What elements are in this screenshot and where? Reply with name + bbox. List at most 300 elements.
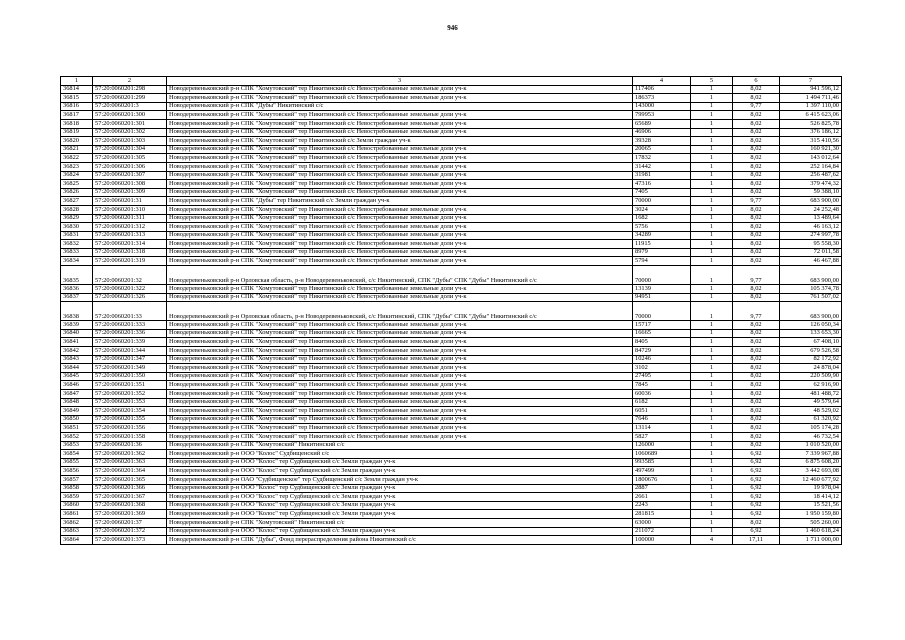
count-cell: 1 xyxy=(691,518,733,527)
location-description-cell: Новодеревеньковский р-н СПК "Хомутовский" тер Никитинский с/с Невостребованные земельные доли уч-к xyxy=(167,85,633,94)
area-cell: 11915 xyxy=(633,240,691,249)
cadastral-number-cell: 57:20:0060201:368 xyxy=(93,501,167,510)
row-number-cell: 36830 xyxy=(61,223,93,232)
table-row xyxy=(61,321,842,330)
count-cell: 1 xyxy=(691,484,733,493)
cadastral-value-cell: 220 509,90 xyxy=(780,372,842,381)
cadastral-value-cell: 256 487,62 xyxy=(780,171,842,180)
count-cell: 1 xyxy=(691,214,733,223)
count-cell: 1 xyxy=(691,510,733,519)
area-cell: 5794 xyxy=(633,257,691,266)
location-description-cell: Новодеревеньковский р-н ООО "Колос" тер Судбищенский с/с Земли граждан уч-к xyxy=(167,510,633,519)
rate-cell: 8,02 xyxy=(733,145,780,154)
area-cell: 7405 xyxy=(633,188,691,197)
location-description-cell: Новодеревеньковский р-н СПК "Хомутовский" тер Никитинский с/с Невостребованные земельные доли уч-к xyxy=(167,372,633,381)
rate-cell: 8,02 xyxy=(733,518,780,527)
table-row xyxy=(61,338,842,347)
cadastral-number-cell: 57:20:0060201:369 xyxy=(93,510,167,519)
area-cell: 34289 xyxy=(633,231,691,240)
rate-cell: 8,02 xyxy=(733,347,780,356)
count-cell: 1 xyxy=(691,501,733,510)
cadastral-number-cell: 57:20:0060201:300 xyxy=(93,111,167,120)
cadastral-value-cell: 72 011,58 xyxy=(780,248,842,257)
area-cell: 993585 xyxy=(633,458,691,467)
count-cell: 1 xyxy=(691,102,733,111)
location-description-cell: Новодеревеньковский р-н СПК "Хомутовский" тер Никитинский с/с Невостребованные земельные доли уч-к xyxy=(167,205,633,214)
table-row xyxy=(61,347,842,356)
rate-cell: 9,77 xyxy=(733,197,780,206)
table-row xyxy=(61,302,842,321)
table-row xyxy=(61,248,842,257)
cadastral-value-cell: 46 163,12 xyxy=(780,223,842,232)
count-cell: 1 xyxy=(691,197,733,206)
rate-cell: 8,02 xyxy=(733,162,780,171)
cadastral-value-cell: 143 012,64 xyxy=(780,154,842,163)
count-cell: 1 xyxy=(691,493,733,502)
table-row xyxy=(61,197,842,206)
land-register-table xyxy=(60,76,842,545)
cadastral-value-cell: 46 732,54 xyxy=(780,432,842,441)
row-number-cell: 36859 xyxy=(61,493,93,502)
table-row xyxy=(61,518,842,527)
area-cell: 8405 xyxy=(633,338,691,347)
location-description-cell: Новодеревеньковский р-н СПК "Хомутовский" Никитинский с/с xyxy=(167,441,633,450)
location-description-cell: Новодеревеньковский р-н СПК "Хомутовский" тер Никитинский с/с Невостребованные земельные доли уч-к xyxy=(167,321,633,330)
rate-cell: 8,02 xyxy=(733,137,780,146)
rate-cell: 8,02 xyxy=(733,432,780,441)
rate-cell: 6,92 xyxy=(733,484,780,493)
location-description-cell: Новодеревеньковский р-н СПК "Хомутовский" тер Никитинский с/с Невостребованные земельные доли уч-к xyxy=(167,119,633,128)
location-description-cell: Новодеревеньковский р-н СПК "Хомутовский" тер Никитинский с/с Невостребованные земельные доли уч-к xyxy=(167,364,633,373)
cadastral-value-cell: 1 494 711,46 xyxy=(780,94,842,103)
cadastral-value-cell: 526 825,78 xyxy=(780,119,842,128)
row-number-cell: 36848 xyxy=(61,398,93,407)
table-row xyxy=(61,467,842,476)
rate-cell: 8,02 xyxy=(733,205,780,214)
table-row xyxy=(61,205,842,214)
area-cell: 186373 xyxy=(633,94,691,103)
rate-cell: 8,02 xyxy=(733,372,780,381)
row-number-cell: 36835 xyxy=(61,266,93,285)
table-row xyxy=(61,329,842,338)
row-number-cell: 36819 xyxy=(61,128,93,137)
cadastral-number-cell: 57:20:0060201:314 xyxy=(93,240,167,249)
cadastral-number-cell: 57:20:0060201:298 xyxy=(93,85,167,94)
rate-cell: 8,02 xyxy=(733,85,780,94)
area-cell: 2887 xyxy=(633,484,691,493)
cadastral-value-cell: 315 410,56 xyxy=(780,137,842,146)
cadastral-value-cell: 683 900,00 xyxy=(780,302,842,321)
count-cell: 1 xyxy=(691,338,733,347)
location-description-cell: Новодеревеньковский р-н СПК "Хомутовский" тер Никитинский с/с Невостребованные земельные доли уч-к xyxy=(167,248,633,257)
area-cell: 31442 xyxy=(633,162,691,171)
rate-cell: 8,02 xyxy=(733,248,780,257)
row-number-cell: 36861 xyxy=(61,510,93,519)
cadastral-number-cell: 57:20:0060201:303 xyxy=(93,137,167,146)
area-cell: 1682 xyxy=(633,214,691,223)
area-cell: 94951 xyxy=(633,293,691,302)
cadastral-value-cell: 82 172,92 xyxy=(780,355,842,364)
area-cell: 5756 xyxy=(633,223,691,232)
location-description-cell: Новодеревеньковский р-н ООО "Колос" Судбищенский с/с xyxy=(167,450,633,459)
column-header: 5 xyxy=(691,77,733,86)
cadastral-number-cell: 57:20:0060201:352 xyxy=(93,390,167,399)
cadastral-number-cell: 57:20:0060201:350 xyxy=(93,372,167,381)
row-number-cell: 36820 xyxy=(61,137,93,146)
cadastral-value-cell: 46 467,88 xyxy=(780,257,842,266)
table-row xyxy=(61,432,842,441)
rate-cell: 8,02 xyxy=(733,128,780,137)
cadastral-number-cell: 57:20:0060201:353 xyxy=(93,398,167,407)
location-description-cell: Новодеревеньковский р-н ООО "Колос" тер Судбищенский с/с Земли граждан уч-к xyxy=(167,467,633,476)
cadastral-value-cell: 13 489,64 xyxy=(780,214,842,223)
location-description-cell: Новодеревеньковский р-н СПК "Хомутовский" тер Никитинский с/с Невостребованные земельные доли уч-к xyxy=(167,432,633,441)
cadastral-number-cell: 57:20:0060201:351 xyxy=(93,381,167,390)
table-row xyxy=(61,85,842,94)
cadastral-value-cell: 376 186,12 xyxy=(780,128,842,137)
row-number-cell: 36863 xyxy=(61,527,93,536)
location-description-cell: Новодеревеньковский р-н СПК "Дубы" Никитинский с/с xyxy=(167,102,633,111)
location-description-cell: Новодеревеньковский р-н Орловская область, р-н Новодеревеньковский, с/с Никитинский, СПК "Дубы" СПК "Дубы" Никитинский с/с xyxy=(167,266,633,285)
row-number-cell: 36832 xyxy=(61,240,93,249)
location-description-cell: Новодеревеньковский р-н СПК "Хомутовский" тер Никитинский с/с Невостребованные земельные доли уч-к xyxy=(167,128,633,137)
count-cell: 1 xyxy=(691,85,733,94)
location-description-cell: Новодеревеньковский р-н ООО "Колос" тер Судбищенский с/с Земли граждан уч-к xyxy=(167,527,633,536)
rate-cell: 6,92 xyxy=(733,458,780,467)
rate-cell: 8,02 xyxy=(733,94,780,103)
count-cell: 1 xyxy=(691,205,733,214)
area-cell: 6182 xyxy=(633,398,691,407)
cadastral-value-cell: 379 474,32 xyxy=(780,180,842,189)
count-cell: 1 xyxy=(691,424,733,433)
row-number-cell: 36826 xyxy=(61,188,93,197)
count-cell: 1 xyxy=(691,111,733,120)
cadastral-number-cell: 57:20:0060201:363 xyxy=(93,458,167,467)
count-cell: 1 xyxy=(691,128,733,137)
location-description-cell: Новодеревеньковский р-н ООО "Колос" тер Судбищенский с/с Земли граждан уч-к xyxy=(167,458,633,467)
cadastral-value-cell: 105 174,28 xyxy=(780,424,842,433)
rate-cell: 8,02 xyxy=(733,355,780,364)
rate-cell: 8,02 xyxy=(733,285,780,294)
rate-cell: 8,02 xyxy=(733,390,780,399)
cadastral-value-cell: 6 415 623,06 xyxy=(780,111,842,120)
table-row xyxy=(61,536,842,545)
row-number-cell: 36839 xyxy=(61,321,93,330)
cadastral-number-cell: 57:20:0060201:312 xyxy=(93,223,167,232)
rate-cell: 6,92 xyxy=(733,510,780,519)
rate-cell: 8,02 xyxy=(733,338,780,347)
cadastral-value-cell: 505 260,00 xyxy=(780,518,842,527)
location-description-cell: Новодеревеньковский р-н СПК "Хомутовский" тер Никитинский с/с Невостребованные земельные доли уч-к xyxy=(167,347,633,356)
row-number-cell: 36838 xyxy=(61,302,93,321)
location-description-cell: Новодеревеньковский р-н ООО "Колос" тер Судбищенский с/с Земли граждан уч-к xyxy=(167,501,633,510)
cadastral-number-cell: 57:20:0060201:364 xyxy=(93,467,167,476)
cadastral-number-cell: 57:20:0060201:372 xyxy=(93,527,167,536)
cadastral-value-cell: 941 596,12 xyxy=(780,85,842,94)
row-number-cell: 36846 xyxy=(61,381,93,390)
column-header: 6 xyxy=(733,77,780,86)
count-cell: 1 xyxy=(691,162,733,171)
area-cell: 143000 xyxy=(633,102,691,111)
count-cell: 1 xyxy=(691,119,733,128)
rate-cell: 8,02 xyxy=(733,364,780,373)
area-cell: 281815 xyxy=(633,510,691,519)
cadastral-number-cell: 57:20:0060201:356 xyxy=(93,424,167,433)
area-cell: 100000 xyxy=(633,536,691,545)
table-row xyxy=(61,293,842,302)
row-number-cell: 36829 xyxy=(61,214,93,223)
location-description-cell: Новодеревеньковский р-н СПК "Дубы", Фонд перераспределения района Никитинский с/с xyxy=(167,536,633,545)
cadastral-value-cell: 49 579,64 xyxy=(780,398,842,407)
count-cell: 1 xyxy=(691,257,733,266)
count-cell: 1 xyxy=(691,293,733,302)
rate-cell: 8,02 xyxy=(733,180,780,189)
table-row xyxy=(61,257,842,266)
row-number-cell: 36843 xyxy=(61,355,93,364)
cadastral-value-cell: 61 320,92 xyxy=(780,415,842,424)
cadastral-value-cell: 7 339 967,88 xyxy=(780,450,842,459)
rate-cell: 6,92 xyxy=(733,450,780,459)
area-cell: 799953 xyxy=(633,111,691,120)
rate-cell: 9,77 xyxy=(733,302,780,321)
row-number-cell: 36823 xyxy=(61,162,93,171)
area-cell: 126000 xyxy=(633,441,691,450)
cadastral-value-cell: 105 374,78 xyxy=(780,285,842,294)
row-number-cell: 36822 xyxy=(61,154,93,163)
area-cell: 3102 xyxy=(633,364,691,373)
cadastral-number-cell: 57:20:0060201:358 xyxy=(93,432,167,441)
row-number-cell: 36837 xyxy=(61,293,93,302)
row-number-cell: 36851 xyxy=(61,424,93,433)
row-number-cell: 36821 xyxy=(61,145,93,154)
location-description-cell: Новодеревеньковский р-н СПК "Хомутовский" тер Никитинский с/с Невостребованные земельные доли уч-к xyxy=(167,355,633,364)
column-header: 1 xyxy=(61,77,93,86)
row-number-cell: 36864 xyxy=(61,536,93,545)
count-cell: 1 xyxy=(691,407,733,416)
cadastral-value-cell: 252 164,84 xyxy=(780,162,842,171)
rate-cell: 8,02 xyxy=(733,231,780,240)
row-number-cell: 36844 xyxy=(61,364,93,373)
rate-cell: 8,02 xyxy=(733,321,780,330)
area-cell: 63000 xyxy=(633,518,691,527)
area-cell: 3024 xyxy=(633,205,691,214)
count-cell: 1 xyxy=(691,240,733,249)
rate-cell: 8,02 xyxy=(733,381,780,390)
rate-cell: 6,92 xyxy=(733,501,780,510)
location-description-cell: Новодеревеньковский р-н Орловская область, р-н Новодеревеньковский, с/с Никитинский, СПК "Дубы" СПК "Дубы" Никитинский с/с xyxy=(167,302,633,321)
row-number-cell: 36862 xyxy=(61,518,93,527)
area-cell: 7845 xyxy=(633,381,691,390)
table-body xyxy=(61,85,842,544)
table-row xyxy=(61,231,842,240)
cadastral-number-cell: 57:20:0060201:307 xyxy=(93,171,167,180)
area-cell: 8979 xyxy=(633,248,691,257)
table-row xyxy=(61,493,842,502)
rate-cell: 8,02 xyxy=(733,415,780,424)
area-cell: 84729 xyxy=(633,347,691,356)
row-number-cell: 36834 xyxy=(61,257,93,266)
count-cell: 1 xyxy=(691,364,733,373)
count-cell: 1 xyxy=(691,145,733,154)
location-description-cell: Новодеревеньковский р-н СПК "Хомутовский" тер Никитинский с/с Невостребованные земельные доли уч-к xyxy=(167,145,633,154)
rate-cell: 8,02 xyxy=(733,424,780,433)
cadastral-number-cell: 57:20:0060201:37 xyxy=(93,518,167,527)
rate-cell: 17,11 xyxy=(733,536,780,545)
area-cell: 7646 xyxy=(633,415,691,424)
cadastral-number-cell: 57:20:0060201:36 xyxy=(93,441,167,450)
table-header-row xyxy=(61,77,842,86)
cadastral-value-cell: 274 997,78 xyxy=(780,231,842,240)
location-description-cell: Новодеревеньковский р-н ООО "Колос" тер Судбищенский с/с Земли граждан уч-к xyxy=(167,493,633,502)
location-description-cell: Новодеревеньковский р-н СПК "Хомутовский" тер Никитинский с/с Невостребованные земельные доли уч-к xyxy=(167,293,633,302)
table-row xyxy=(61,510,842,519)
cadastral-number-cell: 57:20:0060201:355 xyxy=(93,415,167,424)
cadastral-number-cell: 57:20:0060201:305 xyxy=(93,154,167,163)
cadastral-value-cell: 62 916,90 xyxy=(780,381,842,390)
cadastral-value-cell: 15 521,56 xyxy=(780,501,842,510)
table-row xyxy=(61,450,842,459)
table-row xyxy=(61,240,842,249)
count-cell: 1 xyxy=(691,432,733,441)
rate-cell: 8,02 xyxy=(733,188,780,197)
location-description-cell: Новодеревеньковский р-н СПК "Хомутовский" тер Никитинский с/с Невостребованные земельные доли уч-к xyxy=(167,240,633,249)
rate-cell: 8,02 xyxy=(733,154,780,163)
table-row xyxy=(61,162,842,171)
area-cell: 5827 xyxy=(633,432,691,441)
row-number-cell: 36852 xyxy=(61,432,93,441)
area-cell: 13139 xyxy=(633,285,691,294)
table-row xyxy=(61,223,842,232)
location-description-cell: Новодеревеньковский р-н СПК "Хомутовский" тер Никитинский с/с Невостребованные земельные доли уч-к xyxy=(167,390,633,399)
location-description-cell: Новодеревеньковский р-н СПК "Хомутовский" тер Никитинский с/с Невостребованные земельные доли уч-к xyxy=(167,214,633,223)
count-cell: 1 xyxy=(691,285,733,294)
cadastral-value-cell: 126 050,34 xyxy=(780,321,842,330)
area-cell: 70000 xyxy=(633,197,691,206)
cadastral-number-cell: 57:20:0060201:306 xyxy=(93,162,167,171)
row-number-cell: 36824 xyxy=(61,171,93,180)
location-description-cell: Новодеревеньковский р-н СПК "Хомутовский" тер Никитинский с/с Невостребованные земельные доли уч-к xyxy=(167,381,633,390)
rate-cell: 6,92 xyxy=(733,475,780,484)
location-description-cell: Новодеревеньковский р-н ООО "Колос" тер Судбищенский с/с Земли граждан уч-к xyxy=(167,484,633,493)
area-cell: 70000 xyxy=(633,266,691,285)
location-description-cell: Новодеревеньковский р-н СПК "Хомутовский" тер Никитинский с/с Невостребованные земельные доли уч-к xyxy=(167,415,633,424)
cadastral-value-cell: 481 488,72 xyxy=(780,390,842,399)
column-header: 2 xyxy=(93,77,167,86)
count-cell: 1 xyxy=(691,180,733,189)
table-row xyxy=(61,154,842,163)
table-row xyxy=(61,398,842,407)
cadastral-value-cell: 1 711 000,00 xyxy=(780,536,842,545)
row-number-cell: 36816 xyxy=(61,102,93,111)
count-cell: 4 xyxy=(691,536,733,545)
location-description-cell: Новодеревеньковский р-н СПК "Хомутовский" тер Никитинский с/с Невостребованные земельные доли уч-к xyxy=(167,257,633,266)
cadastral-number-cell: 57:20:0060201:344 xyxy=(93,347,167,356)
count-cell: 1 xyxy=(691,223,733,232)
cadastral-number-cell: 57:20:0060201:3 xyxy=(93,102,167,111)
cadastral-value-cell: 761 507,02 xyxy=(780,293,842,302)
rate-cell: 8,02 xyxy=(733,293,780,302)
cadastral-value-cell: 1 397 110,00 xyxy=(780,102,842,111)
count-cell: 1 xyxy=(691,231,733,240)
cadastral-number-cell: 57:20:0060201:354 xyxy=(93,407,167,416)
table-row xyxy=(61,424,842,433)
table-row xyxy=(61,145,842,154)
count-cell: 1 xyxy=(691,347,733,356)
row-number-cell: 36845 xyxy=(61,372,93,381)
table-row xyxy=(61,415,842,424)
row-number-cell: 36831 xyxy=(61,231,93,240)
row-number-cell: 36815 xyxy=(61,94,93,103)
count-cell: 1 xyxy=(691,154,733,163)
table-row xyxy=(61,407,842,416)
cadastral-number-cell: 57:20:0060201:311 xyxy=(93,214,167,223)
rate-cell: 8,02 xyxy=(733,329,780,338)
cadastral-value-cell: 679 526,58 xyxy=(780,347,842,356)
area-cell: 117406 xyxy=(633,85,691,94)
area-cell: 70000 xyxy=(633,302,691,321)
rate-cell: 8,02 xyxy=(733,214,780,223)
rate-cell: 8,02 xyxy=(733,171,780,180)
rate-cell: 8,02 xyxy=(733,441,780,450)
area-cell: 1800676 xyxy=(633,475,691,484)
cadastral-number-cell: 57:20:0060201:299 xyxy=(93,94,167,103)
area-cell: 60036 xyxy=(633,390,691,399)
count-cell: 1 xyxy=(691,329,733,338)
count-cell: 1 xyxy=(691,171,733,180)
cadastral-number-cell: 57:20:0060201:301 xyxy=(93,119,167,128)
rate-cell: 8,02 xyxy=(733,257,780,266)
location-description-cell: Новодеревеньковский р-н СПК "Хомутовский" тер Никитинский с/с Невостребованные земельные доли уч-к xyxy=(167,285,633,294)
rate-cell: 8,02 xyxy=(733,398,780,407)
cadastral-number-cell: 57:20:0060201:336 xyxy=(93,329,167,338)
table-row xyxy=(61,266,842,285)
area-cell: 2243 xyxy=(633,501,691,510)
count-cell: 1 xyxy=(691,467,733,476)
column-header: 7 xyxy=(780,77,842,86)
location-description-cell: Новодеревеньковский р-н СПК "Хомутовский" Никитинский с/с xyxy=(167,518,633,527)
table-row xyxy=(61,214,842,223)
area-cell: 39328 xyxy=(633,137,691,146)
cadastral-value-cell: 683 900,00 xyxy=(780,197,842,206)
location-description-cell: Новодеревеньковский р-н СПК "Хомутовский" тер Никитинский с/с Невостребованные земельные доли уч-к xyxy=(167,398,633,407)
cadastral-value-cell: 19 978,04 xyxy=(780,484,842,493)
area-cell: 2661 xyxy=(633,493,691,502)
cadastral-number-cell: 57:20:0060201:367 xyxy=(93,493,167,502)
cadastral-number-cell: 57:20:0060201:366 xyxy=(93,484,167,493)
row-number-cell: 36854 xyxy=(61,450,93,459)
location-description-cell: Новодеревеньковский р-н СПК "Хомутовский" тер Никитинский с/с Невостребованные земельные доли уч-к xyxy=(167,329,633,338)
row-number-cell: 36825 xyxy=(61,180,93,189)
cadastral-value-cell: 1 460 618,24 xyxy=(780,527,842,536)
count-cell: 1 xyxy=(691,450,733,459)
row-number-cell: 36850 xyxy=(61,415,93,424)
area-cell: 10246 xyxy=(633,355,691,364)
location-description-cell: Новодеревеньковский р-н СПК "Хомутовский" тер Никитинский с/с Невостребованные земельные доли уч-к xyxy=(167,338,633,347)
row-number-cell: 36856 xyxy=(61,467,93,476)
count-cell: 1 xyxy=(691,321,733,330)
cadastral-number-cell: 57:20:0060201:33 xyxy=(93,302,167,321)
cadastral-number-cell: 57:20:0060201:349 xyxy=(93,364,167,373)
location-description-cell: Новодеревеньковский р-н СПК "Хомутовский" тер Никитинский с/с Невостребованные земельные доли уч-к xyxy=(167,154,633,163)
count-cell: 1 xyxy=(691,137,733,146)
table-row xyxy=(61,381,842,390)
cadastral-number-cell: 57:20:0060201:322 xyxy=(93,285,167,294)
row-number-cell: 36857 xyxy=(61,475,93,484)
cadastral-number-cell: 57:20:0060201:302 xyxy=(93,128,167,137)
table-row xyxy=(61,119,842,128)
cadastral-number-cell: 57:20:0060201:309 xyxy=(93,188,167,197)
cadastral-number-cell: 57:20:0060201:347 xyxy=(93,355,167,364)
